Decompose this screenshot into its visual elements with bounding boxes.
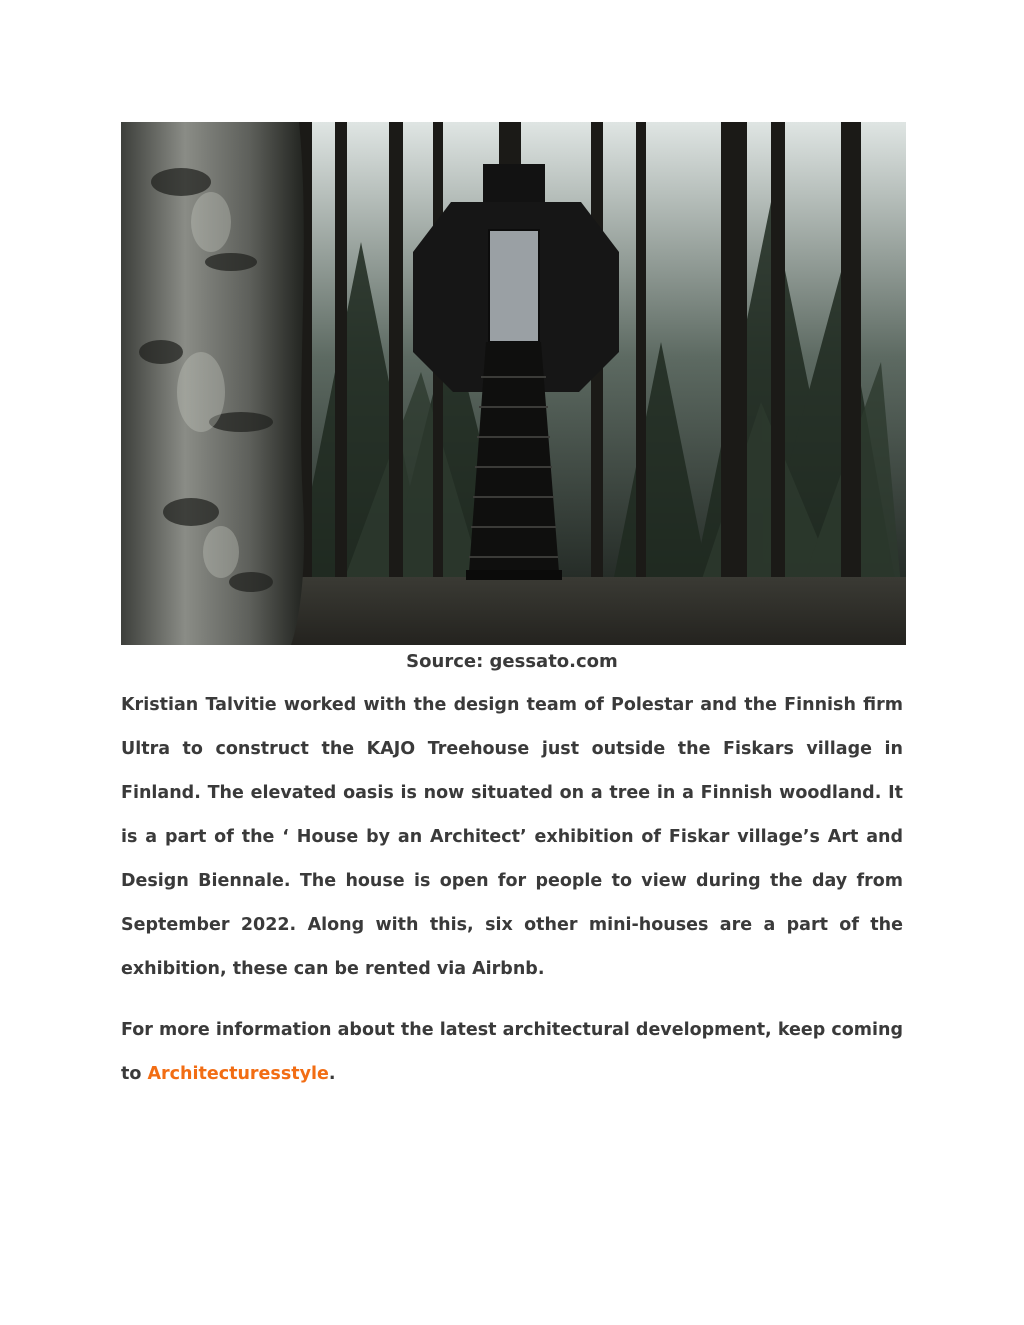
image-caption: Source: gessato.com [406, 651, 618, 672]
cta-text: For more information about the latest architectural development, keep coming to [121, 1020, 903, 1084]
cta-period: . [328, 1064, 336, 1084]
body-paragraph: Kristian Talvitie worked with the design team of Polestar and the Finnish firm Ultra to construct the KAJO Treehouse just outside the Fiskars village in Finland. The elevated oasis is now situated on a tree in a Finnish woodland. It is a part of the ‘ House by an Architect’ exhibition of Fiskar village’s Art and Design Biennale. The house is open for people to view during the day from September 2022. Along with this, six other mini-houses are a part of the exhibition, these can be rented via Airbnb. [121, 695, 903, 979]
cta-paragraph [121, 1008, 903, 1096]
architecturesstyle-link[interactable]: Architecturesstyle [147, 1064, 329, 1084]
treehouse-photo [121, 122, 906, 645]
